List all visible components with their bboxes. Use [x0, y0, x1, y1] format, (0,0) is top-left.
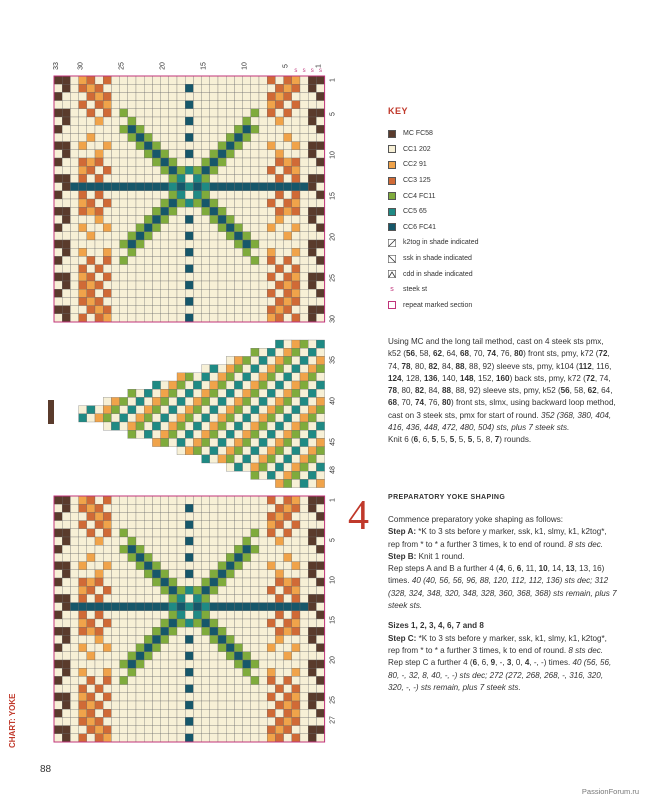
- sizes-heading: Sizes 1, 2, 3, 4, 6, 7 and 8: [388, 621, 484, 631]
- row-number: 5: [329, 538, 337, 542]
- key-label: CC5 65: [403, 208, 427, 216]
- row-number: 20: [329, 656, 337, 664]
- row-number: 30: [329, 315, 337, 323]
- key-label: ssk in shade indicated: [403, 255, 472, 263]
- row-number: 40: [329, 397, 337, 405]
- color-swatch: [388, 208, 396, 216]
- key-item-color: [388, 204, 638, 220]
- key-item-color: [388, 188, 638, 204]
- row-number: 35: [329, 356, 337, 364]
- cdd-symbol-icon: [388, 270, 396, 278]
- steek-symbol-icon: s: [390, 286, 394, 294]
- column-number: 10: [241, 62, 249, 70]
- key-label: CC3 125: [403, 177, 431, 185]
- column-number: 30: [77, 62, 85, 70]
- key-label: cdd in shade indicated: [403, 270, 473, 278]
- yoke-chart: [0, 0, 340, 760]
- steek-mark: s: [319, 68, 322, 74]
- key-item-steek: [388, 282, 638, 298]
- color-swatch: [388, 161, 396, 169]
- row-number: 5: [329, 112, 337, 116]
- key-item-color: [388, 173, 638, 189]
- section-title: PREPARATORY YOKE SHAPING: [388, 494, 506, 501]
- column-number: 5: [282, 64, 290, 68]
- steek-mark: s: [294, 68, 298, 74]
- key-label: CC2 91: [403, 161, 427, 169]
- key-item-color: [388, 142, 638, 158]
- row-number: 25: [329, 696, 337, 704]
- color-swatch: [388, 192, 396, 200]
- row-number: 10: [329, 151, 337, 159]
- key-item-color: [388, 157, 638, 173]
- row-number: 20: [329, 233, 337, 241]
- color-swatch: [388, 130, 396, 138]
- repeat-box-symbol-icon: [388, 301, 396, 309]
- k2tog-symbol-icon: [388, 239, 396, 247]
- key-item-repeat: [388, 298, 638, 314]
- steek-mark: s: [302, 68, 306, 74]
- page-number: 88: [40, 764, 52, 775]
- shaping-paragraph: Commence preparatory yoke shaping as follows: Step A: *K to 3 sts before y marker, ssk, k1, slmy, k1, k2tog*, rep from * to * a further 3 times, k to end of round. 8 sts dec. Step B: Knit 1 round. Rep steps A and B a further 4 (4, 6, 6, 11, 10, 14, 13, 13, 16) times. 40 (40, 56, 56, 96, 88, 120, 112, 112, 136) sts dec; 312 (328, 324, 348, 320, 348, 328, 360, 368, 368) sts remain, plus 7 steek sts. Sizes 1, 2, 3, 4, 6, 7 and 8 Step C: *K to 3 sts before y marker, ssk, k1, slmy, k1, k2tog*, rep from * to * a further 3 times, k to end of round. 8 sts dec. Rep step C a further 4 (6, 6, 9, -, 3, 0, 4, -, -) times. 40 (56, 56, 80, -, 32, 8, 40, -, -) sts dec; 272 (272, 268, 268, -, 316, 320, 320, -, -) sts remain, plus 7 steek sts.: [388, 515, 617, 692]
- cast-on-paragraph: Using MC and the long tail method, cast on 4 steek sts pmx, k52 (56, 58, 62, 64, 68, 70, 74, 76, 80) front sts, pmy, k72 (72, 74, 78, 80, 82, 84, 88, 88, 92) sleeve sts, pmy, k104 (112, 116, 124, 128, 136, 140, 148, 152, 160) back sts, pmy, k72 (72, 74, 78, 80, 82, 84, 88, 88, 92) sleeve sts, pmy, k52 (56, 58, 62, 64, 68, 70, 74, 76, 80) front sts, slmx, using backward loop method, cast on 3 steek sts, pmx for start of round. 352 (368, 380, 404, 416, 436, 448, 472, 480, 504) sts, plus 7 steek sts. Knit 6 (6, 6, 5, 5, 5, 5, 5, 5, 8, 7) rounds.: [388, 337, 616, 445]
- color-swatch: [388, 177, 396, 185]
- column-number: 25: [118, 62, 126, 70]
- steek-mark: s: [310, 68, 314, 74]
- key-item-color: [388, 220, 638, 236]
- key-title: KEY: [388, 106, 409, 116]
- column-number: 15: [200, 62, 208, 70]
- key-item-cdd: [388, 266, 638, 282]
- row-number: 10: [329, 576, 337, 584]
- key-label: CC1 202: [403, 145, 431, 153]
- color-swatch: [388, 223, 396, 231]
- row-number: 48: [329, 466, 337, 474]
- key-label: repeat marked section: [403, 301, 473, 309]
- ssk-symbol-icon: [388, 255, 396, 263]
- watermark: PassionForum.ru: [581, 787, 639, 796]
- key-item-color: [388, 126, 638, 142]
- key-panel: [388, 106, 638, 313]
- row-number: 1: [329, 78, 337, 82]
- key-label: CC6 FC41: [403, 223, 437, 231]
- column-number: 33: [53, 62, 61, 70]
- key-label: k2tog in shade indicated: [403, 239, 479, 247]
- row-number: 1: [329, 498, 337, 502]
- row-number: 15: [329, 616, 337, 624]
- row-number: 15: [329, 192, 337, 200]
- row-number: 27: [329, 716, 337, 724]
- color-swatch: [388, 145, 396, 153]
- key-item-ssk: [388, 251, 638, 267]
- column-number: 1: [315, 64, 323, 68]
- key-label: steek st: [403, 286, 428, 294]
- column-number: 20: [159, 62, 167, 70]
- key-item-k2tog: [388, 235, 638, 251]
- chart-title: CHART: YOKE: [8, 693, 17, 748]
- key-label: CC4 FC11: [403, 192, 436, 200]
- row-number: 45: [329, 438, 337, 446]
- row-number: 25: [329, 274, 337, 282]
- step-number: 4: [348, 493, 369, 539]
- key-label: MC FC58: [403, 130, 433, 138]
